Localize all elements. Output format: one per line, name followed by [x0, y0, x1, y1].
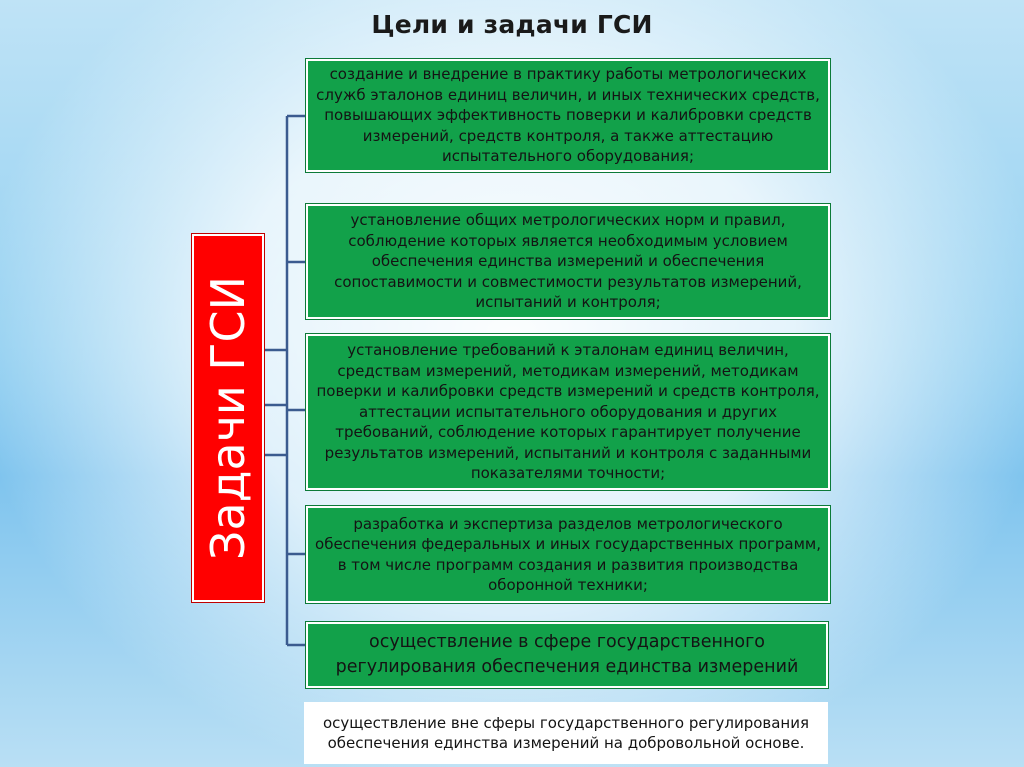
main-task-label: Задачи ГСИ — [201, 276, 255, 560]
task-text: осуществление в сфере государственного регулирования обеспечения единства измерений — [335, 632, 799, 677]
task-box-2 — [306, 204, 830, 319]
task-text: установление требований к эталонам единиц величин, средствам измерений, методикам измерений, методикам поверки и калибровки средств измерений и средств контроля, аттестации испытательного оборудования и других требований, соблюдение которых гарантирует получение результатов измерений, испытаний и контроля с заданными показателями точности; — [316, 341, 820, 483]
task-text: осуществление вне сферы государственного регулирования обеспечения единства измерений на добровольной основе. — [322, 714, 810, 752]
page-title: Цели и задачи ГСИ — [371, 10, 653, 39]
task-text: установление общих метрологических норм и правил, соблюдение которых является необходимым условием обеспечения единства измерений и обеспечения сопоставимости и совместимости результатов измерений, испытаний и контроля; — [334, 211, 802, 312]
task-text: создание и внедрение в практику работы метрологических служб эталонов единиц величин, и иных технических средств, повышающих эффективность поверки и калибровки средств измерений, средств контроля, а также аттестацию испытательного оборудования; — [316, 65, 820, 166]
task-box-6 — [304, 702, 828, 764]
task-box-1 — [306, 59, 830, 172]
main-task-box — [192, 234, 264, 602]
task-box-4 — [306, 506, 830, 603]
task-box-5 — [306, 622, 828, 688]
task-text: разработка и экспертиза разделов метрологического обеспечения федеральных и иных государственных программ, в том числе программ создания и развития производства оборонной техники; — [315, 514, 821, 594]
task-box-3 — [306, 334, 830, 490]
